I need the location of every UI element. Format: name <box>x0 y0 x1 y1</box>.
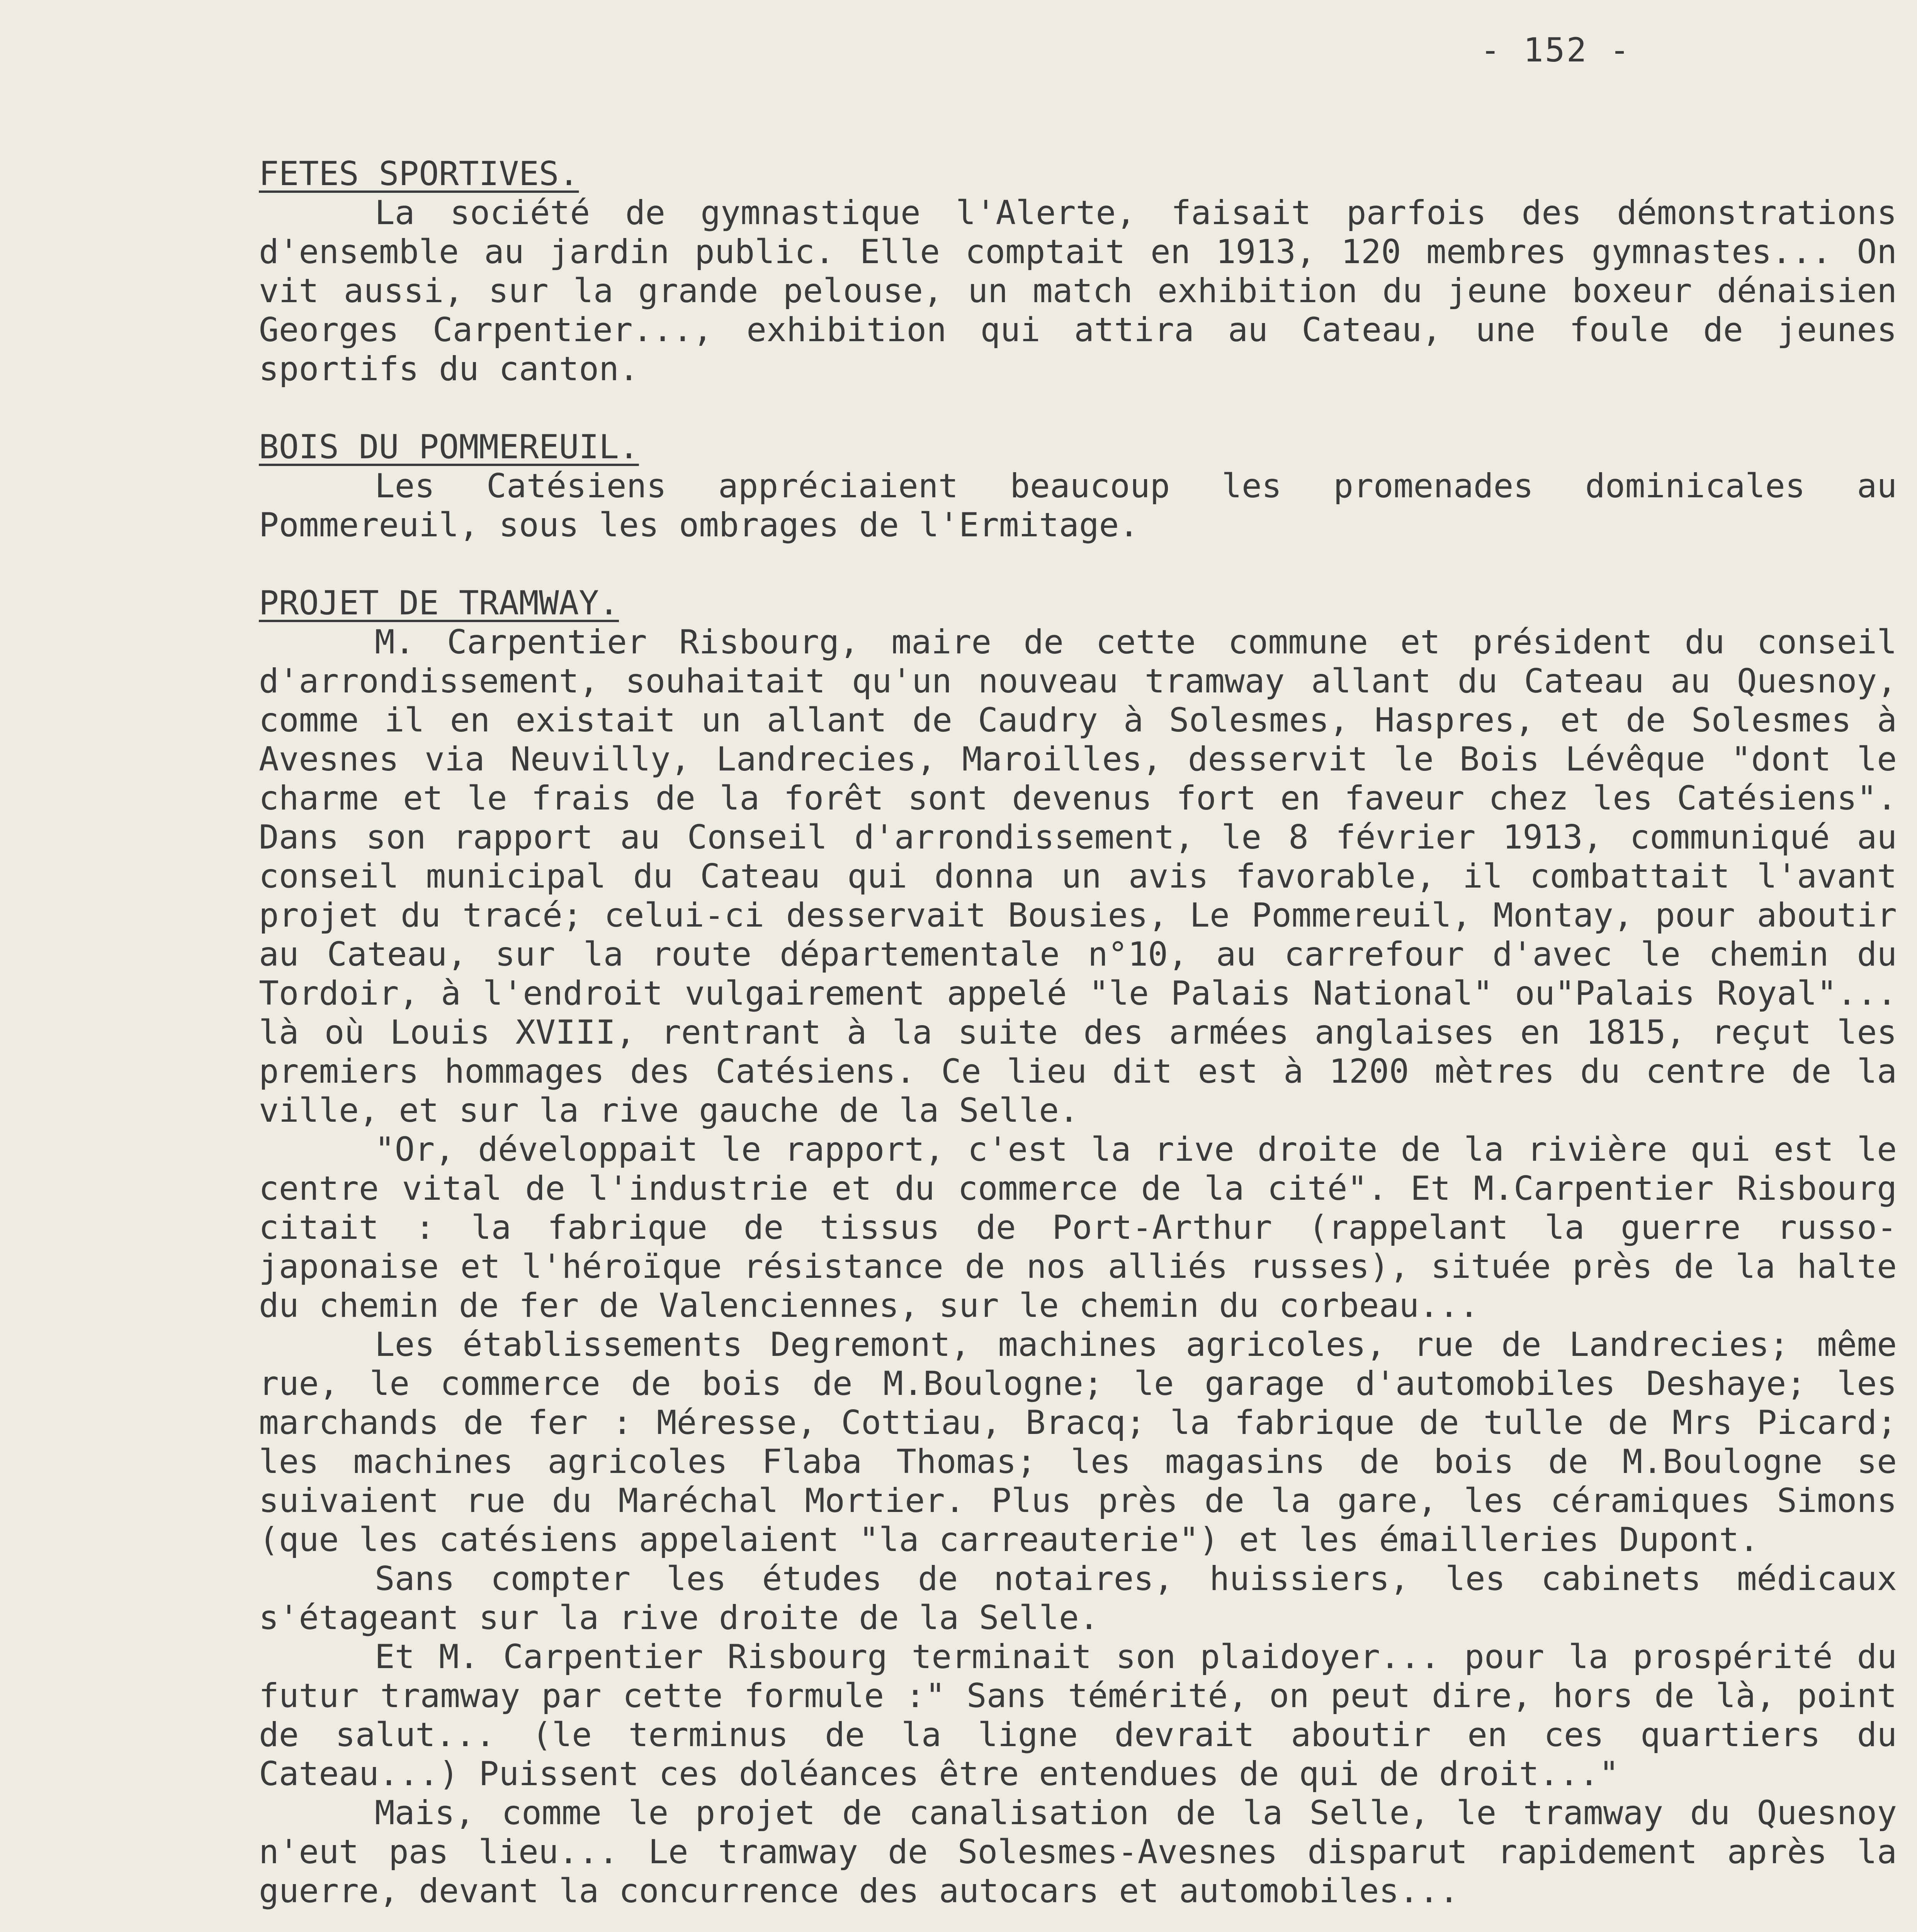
section-fetes-sportives <box>259 155 1897 389</box>
section-bois-du-pommereuil <box>259 428 1897 545</box>
paragraph: Mais, comme le projet de canalisation de la Selle, le tramway du Quesnoy n'eut pas lieu... Le tramway de Solesmes-Avesnes disparut rapidement après la guerre, devant la concurrence des autocars et automobiles... <box>259 1794 1897 1910</box>
paragraph: Et M. Carpentier Risbourg terminait son plaidoyer... pour la prospérité du futur tramway par cette formule :" Sans témérité, on peut dire, hors de là, point de salut... (le terminus de la ligne devrait aboutir en ces quartiers du Cateau...) Puissent ces doléances être entendues de qui de droit..." <box>259 1638 1897 1793</box>
paragraph: Sans compter les études de notaires, huissiers, les cabinets médicaux s'étageant sur la rive droite de la Selle. <box>259 1560 1897 1637</box>
page-number: - 152 - <box>1480 31 1631 70</box>
page-body <box>259 155 1897 1932</box>
section-heading: PROJET DE TRAMWAY. <box>259 584 619 622</box>
section-projet-de-tramway <box>259 584 1897 1911</box>
section-heading: FETES SPORTIVES. <box>259 155 579 193</box>
paragraph: M. Carpentier Risbourg, maire de cette commune et président du conseil d'arrondissement, souhaitait qu'un nouveau tramway allant du Cateau au Quesnoy, comme il en existait un allant de Caudry à Solesmes, Haspres, et de Solesmes à Avesnes via Neuvilly, Landrecies, Maroilles, desservit le Bois Lévêque "dont le charme et le frais de la forêt sont devenus fort en faveur chez les Catésiens". Dans son rapport au Conseil d'arrondissement, le 8 février 1913, communiqué au conseil municipal du Cateau qui donna un avis favorable, il combattait l'avant projet du tracé; celui-ci desservait Bousies, Le Pommereuil, Montay, pour aboutir au Cateau, sur la route départementale n°10, au carrefour d'avec le chemin du Tordoir, à l'endroit vulgairement appelé "le Palais National" ou"Palais Royal"... là où Louis XVIII, rentrant à la suite des armées anglaises en 1815, reçut les premiers hommages des Catésiens. Ce lieu dit est à 1200 mètres du centre de la ville, et sur la rive gauche de la Selle. <box>259 623 1897 1130</box>
paragraph: Les Catésiens appréciaient beaucoup les promenades dominicales au Pommereuil, sous les ombrages de l'Ermitage. <box>259 467 1897 544</box>
paragraph: La société de gymnastique l'Alerte, faisait parfois des démonstrations d'ensemble au jardin public. Elle comptait en 1913, 120 membres gymnastes... On vit aussi, sur la grande pelouse, un match exhibition du jeune boxeur dénaisien Georges Carpentier..., exhibition qui attira au Cateau, une foule de jeunes sportifs du canton. <box>259 194 1897 388</box>
paragraph: "Or, développait le rapport, c'est la rive droite de la rivière qui est le centre vital de l'industrie et du commerce de la cité". Et M.Carpentier Risbourg citait : la fabrique de tissus de Port-Arthur (rappelant la guerre russo-japonaise et l'héroïque résistance de nos alliés russes), située près de la halte du chemin de fer de Valenciennes, sur le chemin du corbeau... <box>259 1130 1897 1325</box>
section-heading: BOIS DU POMMEREUIL. <box>259 428 639 466</box>
paragraph: Les établissements Degremont, machines agricoles, rue de Landrecies; même rue, le commerce de bois de M.Boulogne; le garage d'automobiles Deshaye; les marchands de fer : Méresse, Cottiau, Bracq; la fabrique de tulle de Mrs Picard; les machines agricoles Flaba Thomas; les magasins de bois de M.Boulogne se suivaient rue du Maréchal Mortier. Plus près de la gare, les céramiques Simons (que les catésiens appelaient "la carreauterie") et les émailleries Dupont. <box>259 1325 1897 1559</box>
